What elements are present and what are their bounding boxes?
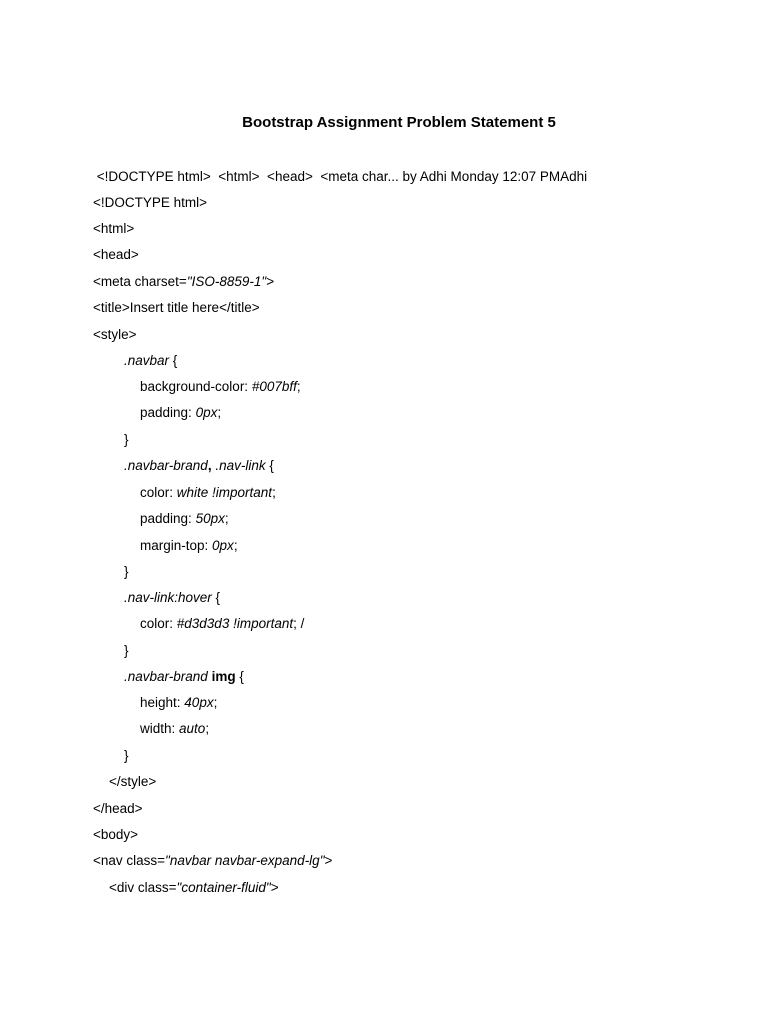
code-line [140,484,276,502]
code-line [124,431,129,449]
code-segment: width: [140,721,180,736]
code-segment: ; / [293,616,305,631]
code-segment: } [124,643,129,658]
code-segment: color: [140,616,177,631]
code-segment: <meta charset= [93,274,187,289]
code-line [124,642,129,660]
code-segment: background-color: [140,379,252,394]
code-segment: } [124,432,129,447]
code-segment: color: [140,485,177,500]
code-segment: img [211,669,236,684]
code-line [140,615,304,633]
code-segment: { [169,353,178,368]
code-segment: .navbar-brand [124,669,208,684]
code-segment: "ISO-8859-1" [186,274,267,289]
code-segment: auto [179,721,206,736]
code-segment: 0px [195,405,218,420]
code-segment: <title>Insert title here</title> [93,300,260,315]
code-segment: 0px [212,538,234,553]
code-segment: <nav class= [93,853,166,868]
code-segment: { [211,590,221,605]
code-line [93,194,207,212]
code-line [124,589,220,607]
code-line [93,326,137,344]
code-segment: <style> [93,327,137,342]
code-segment: > [266,274,275,289]
code-line [93,800,143,818]
code-line [124,668,244,686]
code-line [93,246,139,264]
code-segment: <div class= [109,880,177,895]
code-segment: "navbar navbar-expand-lg" [165,853,325,868]
code-segment: ; [213,695,218,710]
code-line [140,537,238,555]
code-line [109,773,156,791]
code-segment: ; [272,485,276,500]
code-segment: <html> [93,221,135,236]
code-line [140,510,229,528]
code-segment: 50px [195,511,225,526]
code-segment: .nav-link [215,458,266,473]
code-segment: } [124,748,129,763]
code-segment: .navbar [124,353,170,368]
code-segment: <!DOCTYPE html> [93,195,208,210]
document-title: Bootstrap Assignment Problem Statement 5 [242,114,556,131]
code-segment: ; [233,538,238,553]
code-line [140,694,217,712]
code-segment: { [265,458,274,473]
code-segment: "container-fluid" [176,880,271,895]
code-segment: .nav-link:hover [124,590,212,605]
code-segment: 40px [184,695,214,710]
code-segment: <body> [93,827,139,842]
code-line [93,273,274,291]
code-segment: padding: [140,511,196,526]
code-segment: height: [140,695,185,710]
code-segment: #007bff [251,379,297,394]
code-segment: white !important [176,485,273,500]
code-line [124,457,274,475]
code-line [124,352,177,370]
code-segment: margin-top: [140,538,213,553]
code-segment: .navbar-brand [124,458,208,473]
code-segment: </style> [109,774,157,789]
code-segment: ; [217,405,222,420]
code-line [140,720,209,738]
code-line [93,852,332,870]
code-segment: , [207,458,212,473]
code-segment: </head> [93,801,143,816]
code-segment: #d3d3d3 !important [176,616,294,631]
code-line [140,378,301,396]
code-line [124,563,129,581]
code-line [140,404,221,422]
code-line [124,747,129,765]
code-segment: <!DOCTYPE html> <html> <head> <meta char... by Adhi Monday 12:07 PMAdhi [93,169,588,184]
code-segment: <head> [93,247,139,262]
code-segment: { [235,669,244,684]
code-segment: ; [296,379,301,394]
code-segment: ; [224,511,229,526]
code-segment: > [270,880,279,895]
code-line [93,826,138,844]
code-segment: } [124,564,129,579]
code-segment: padding: [140,405,196,420]
code-line [93,220,134,238]
code-segment: > [324,853,333,868]
code-line [109,879,279,897]
code-segment: ; [205,721,210,736]
code-line [93,299,260,317]
code-line [93,168,587,186]
